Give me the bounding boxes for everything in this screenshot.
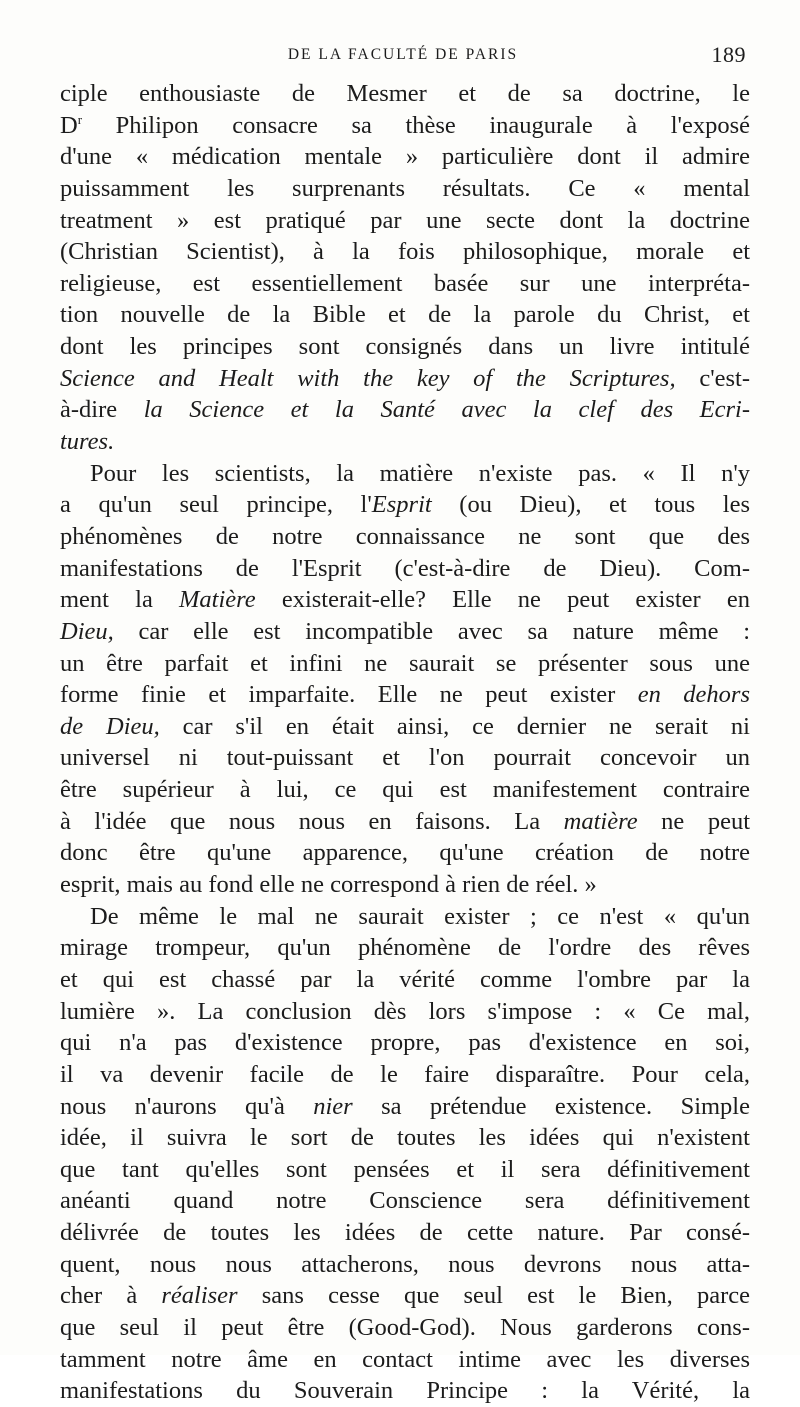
text-line	[60, 1249, 750, 1281]
italic-text: Dieu,	[60, 617, 114, 645]
text-line	[60, 806, 750, 838]
text-segment: tion nouvelle de la Bible et de la parole du Christ, et	[60, 301, 750, 329]
text-segment: ciple enthousiaste de Mesmer et de sa doctrine, le	[60, 80, 750, 107]
text-line	[60, 1185, 750, 1217]
text-segment: qui n'a pas d'existence propre, pas d'existence en soi,	[60, 1029, 750, 1057]
text-line	[60, 394, 750, 426]
italic-text: réaliser	[161, 1282, 238, 1310]
text-line	[60, 1059, 750, 1091]
text-segment: d'une « médication mentale » particulière dont il admire	[60, 143, 750, 171]
text-line	[60, 363, 750, 395]
text-line	[60, 584, 750, 616]
text-line	[60, 616, 750, 648]
body-text	[60, 78, 750, 1407]
text-segment: et qui est chassé par la vérité comme l'ombre par la	[60, 965, 750, 993]
text-segment: délivrée de toutes les idées de cette nature. Par consé-	[60, 1219, 750, 1247]
text-line	[60, 268, 750, 300]
text-segment: il va devenir facile de le faire disparaître. Pour cela,	[60, 1060, 750, 1088]
text-segment: être supérieur à lui, ce qui est manifestement contraire	[60, 776, 750, 804]
text-segment: dont les principes sont consignés dans un livre intitulé	[60, 333, 750, 361]
text-segment: (ou Dieu), et tous les	[431, 491, 750, 519]
text-segment: De même le mal ne saurait exister ; ce n'est « qu'un	[90, 902, 750, 930]
text-segment: Pour les scientists, la matière n'existe pas. « Il n'y	[90, 459, 750, 487]
text-line	[60, 110, 750, 142]
page-number: 189	[711, 42, 746, 67]
page-header	[58, 40, 748, 80]
text-segment: nous n'aurons qu'à	[60, 1092, 314, 1120]
text-line	[60, 236, 750, 268]
text-segment: anéanti quand notre Conscience sera définitivement	[60, 1187, 750, 1215]
text-segment: idée, il suivra le sort de toutes les idées qui n'existent	[60, 1124, 750, 1152]
text-line	[60, 1154, 750, 1186]
text-segment: puissamment les surprenants résultats. Ce « mental	[60, 174, 750, 202]
text-line	[60, 869, 750, 901]
text-segment: car s'il en était ainsi, ce dernier ne serait ni	[159, 712, 750, 740]
text-line	[60, 299, 750, 331]
text-line	[60, 426, 750, 458]
text-segment: forme finie et imparfaite. Elle ne peut exister	[60, 681, 638, 709]
text-segment: à-dire	[60, 396, 144, 424]
text-segment: sans cesse que seul est le Bien, parce	[237, 1282, 750, 1310]
text-segment: mirage trompeur, qu'un phénomène de l'ordre des rêves	[60, 934, 750, 962]
text-line	[60, 932, 750, 964]
text-segment: a qu'un seul principe, l'	[60, 491, 372, 519]
text-line	[60, 1312, 750, 1344]
text-line	[60, 679, 750, 711]
text-line	[60, 1375, 750, 1407]
text-line	[60, 1091, 750, 1123]
text-line	[60, 458, 750, 490]
italic-text: nier	[313, 1092, 353, 1120]
text-segment: à l'idée que nous nous en faisons. La	[60, 807, 564, 835]
text-segment: car elle est incompatible avec sa nature même :	[113, 617, 750, 645]
text-segment: ment la	[60, 586, 179, 614]
text-segment: (Christian Scientist), à la fois philosophique, morale et	[60, 238, 750, 266]
text-line	[60, 1122, 750, 1154]
text-line	[60, 173, 750, 205]
text-segment: manifestations de l'Esprit (c'est-à-dire de Dieu). Com-	[60, 554, 750, 582]
text-segment: D	[60, 111, 78, 139]
text-segment: tamment notre âme en contact intime avec les diverses	[60, 1345, 750, 1373]
italic-text: matière	[563, 807, 638, 835]
text-line	[60, 996, 750, 1028]
text-line	[60, 553, 750, 585]
text-segment: phénomènes de notre connaissance ne sont que des	[60, 522, 750, 550]
text-segment: quent, nous nous attacherons, nous devrons nous atta-	[60, 1250, 750, 1278]
superscript-text: r	[77, 111, 83, 127]
text-segment: treatment » est pratiqué par une secte dont la doctrine	[60, 206, 750, 234]
italic-text: Matière	[179, 586, 256, 614]
text-segment: Philipon consacre sa thèse inaugurale à l'exposé	[82, 111, 750, 139]
text-segment: existerait-elle? Elle ne peut exister en	[255, 586, 750, 614]
text-line	[60, 489, 750, 521]
text-segment: manifestations du Souverain Principe : la Vérité, la	[60, 1377, 750, 1405]
text-line	[60, 1217, 750, 1249]
text-line	[60, 1280, 750, 1312]
text-line	[60, 1344, 750, 1376]
italic-text: en dehors	[637, 681, 750, 709]
text-line	[60, 205, 750, 237]
text-segment: un être parfait et infini ne saurait se présenter sous une	[60, 649, 750, 677]
text-line	[60, 648, 750, 680]
text-segment: lumière ». La conclusion dès lors s'impose : « Ce mal,	[60, 997, 750, 1025]
text-segment: cher à	[60, 1282, 162, 1310]
text-segment: universel ni tout-puissant et l'on pourrait concevoir un	[60, 744, 750, 772]
text-segment: donc être qu'une apparence, qu'une création de notre	[60, 839, 750, 867]
text-segment: que seul il peut être (Good-God). Nous garderons cons-	[60, 1313, 750, 1341]
text-line	[60, 711, 750, 743]
text-line	[60, 964, 750, 996]
text-segment: esprit, mais au fond elle ne correspond à rien de réel. »	[60, 871, 597, 899]
running-title: DE LA FACULTÉ DE PARIS	[287, 46, 519, 63]
italic-text: de Dieu,	[60, 712, 160, 740]
text-segment: religieuse, est essentiellement basée sur une interpréta-	[60, 269, 750, 297]
text-segment: sa prétendue existence. Simple	[352, 1092, 750, 1120]
italic-text: tures.	[60, 428, 115, 456]
text-line	[60, 78, 750, 110]
text-line	[60, 901, 750, 933]
text-segment: ne peut	[637, 807, 750, 835]
text-line	[60, 331, 750, 363]
text-line	[60, 742, 750, 774]
italic-text: Science and Healt with the key of the Scriptures,	[60, 364, 676, 392]
italic-text: la Science et la Santé avec la clef des Ecri-	[143, 396, 751, 424]
text-line	[60, 774, 750, 806]
text-line	[60, 141, 750, 173]
text-line	[60, 1027, 750, 1059]
text-line	[60, 837, 750, 869]
italic-text: Esprit	[371, 491, 432, 519]
text-line	[60, 521, 750, 553]
text-segment: c'est-	[675, 364, 750, 392]
text-segment: que tant qu'elles sont pensées et il sera définitivement	[60, 1155, 750, 1183]
